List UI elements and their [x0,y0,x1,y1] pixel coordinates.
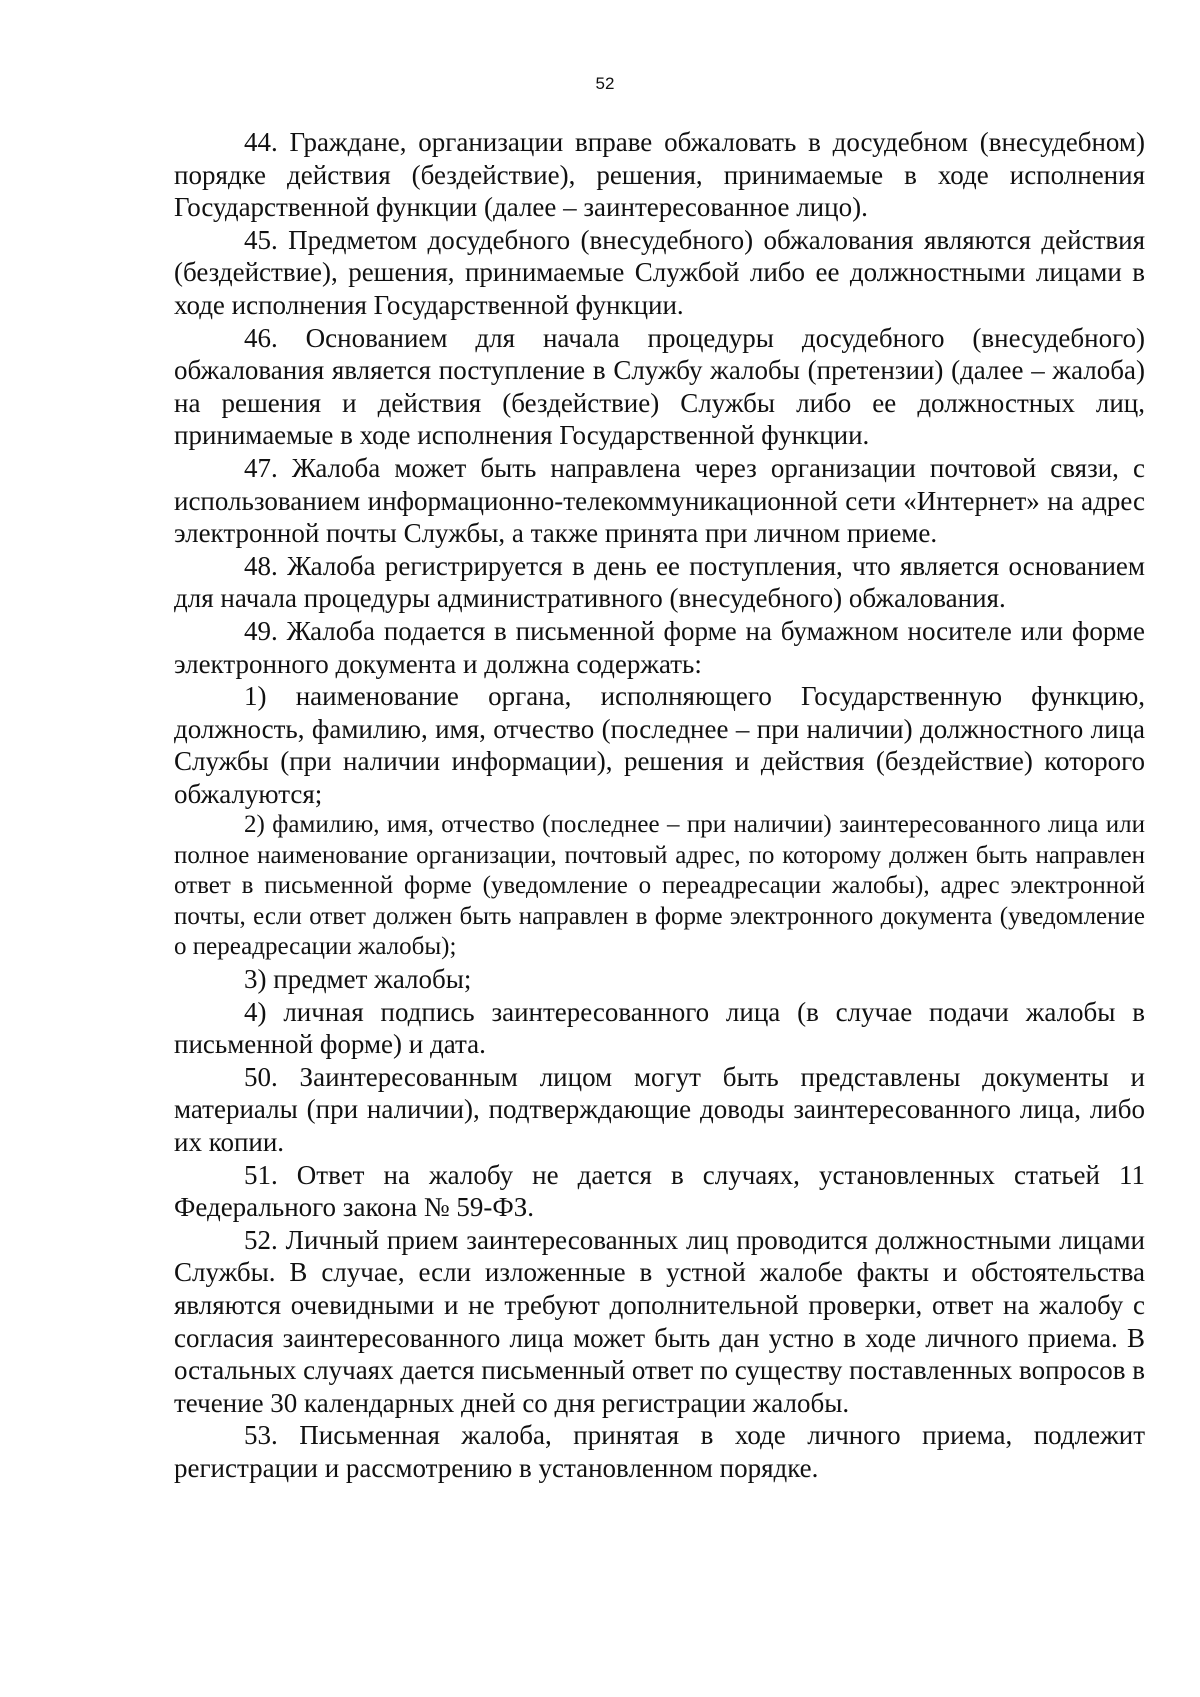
list-item-3: 3) предмет жалобы; [244,963,472,994]
document-body [174,126,1145,1484]
paragraph-52: 52. Личный прием заинтересованных лиц проводится должностными лицами Службы. В случае, если изложенные в устной жалобе факты и обстоятельства являются очевидными и не требуют дополнительной проверки, ответ на жалобу с согласия заинтересованного лица может быть дан устно в ходе личного приема. В остальных случаях дается письменный ответ по существу поставленных вопросов в течение 30 календарных дней со дня регистрации жалобы. [174,1224,1145,1418]
paragraph-48: 48. Жалоба регистрируется в день ее поступления, что является основанием для начала процедуры административного (внесудебного) обжалования. [174,550,1145,614]
paragraph-51: 51. Ответ на жалобу не дается в случаях, установленных статьей 11 Федерального закона № 59-ФЗ. [174,1159,1145,1223]
page-number: 52 [595,74,615,93]
list-item-4: 4) личная подпись заинтересованного лица (в случае подачи жалобы в письменной форме) и дата. [174,996,1145,1060]
paragraph-47: 47. Жалоба может быть направлена через организации почтовой связи, с использованием информационно-телекоммуникационной сети «Интернет» на адрес электронной почты Службы, а также принята при личном приеме. [174,452,1145,549]
paragraph-44: 44. Граждане, организации вправе обжаловать в досудебном (внесудебном) порядке действия (бездействие), решения, принимаемые в ходе исполнения Государственной функции (далее – заинтересованное лицо). [174,127,1145,223]
paragraph-53: 53. Письменная жалоба, принятая в ходе личного приема, подлежит регистрации и рассмотрению в установленном порядке. [174,1420,1145,1483]
paragraph-49: 49. Жалоба подается в письменной форме на бумажном носителе или форме электронного документа и должна содержать: [174,615,1145,679]
paragraph-45: 45. Предметом досудебного (внесудебного) обжалования являются действия (бездействие), решения, принимаемые Службой либо ее должностными лицами в ходе исполнения Государственной функции. [174,224,1145,320]
paragraph-50: 50. Заинтересованным лицом могут быть представлены документы и материалы (при наличии), подтверждающие доводы заинтересованного лица, либо их копии. [174,1061,1145,1157]
list-item-2: 2) фамилию, имя, отчество (последнее – при наличии) заинтересованного лица или полное наименование организации, почтовый адрес, по которому должен быть направлен ответ в письменной форме (уведомление о переадресации жалобы), адрес электронной почты, если ответ должен быть направлен в форме электронного документа (уведомление о переадресации жалобы); [174,811,1145,961]
list-item-1: 1) наименование органа, исполняющего Государственную функцию, должность, фамилию, имя, отчество (последнее – при наличии) должностного лица Службы (при наличии информации), решения и действия (бездействие) которого обжалуются; [174,681,1145,809]
paragraph-46: 46. Основанием для начала процедуры досудебного (внесудебного) обжалования является поступление в Службу жалобы (претензии) (далее – жалоба) на решения и действия (бездействие) Службы либо ее должностных лиц, принимаемые в ходе исполнения Государственной функции. [174,322,1145,451]
